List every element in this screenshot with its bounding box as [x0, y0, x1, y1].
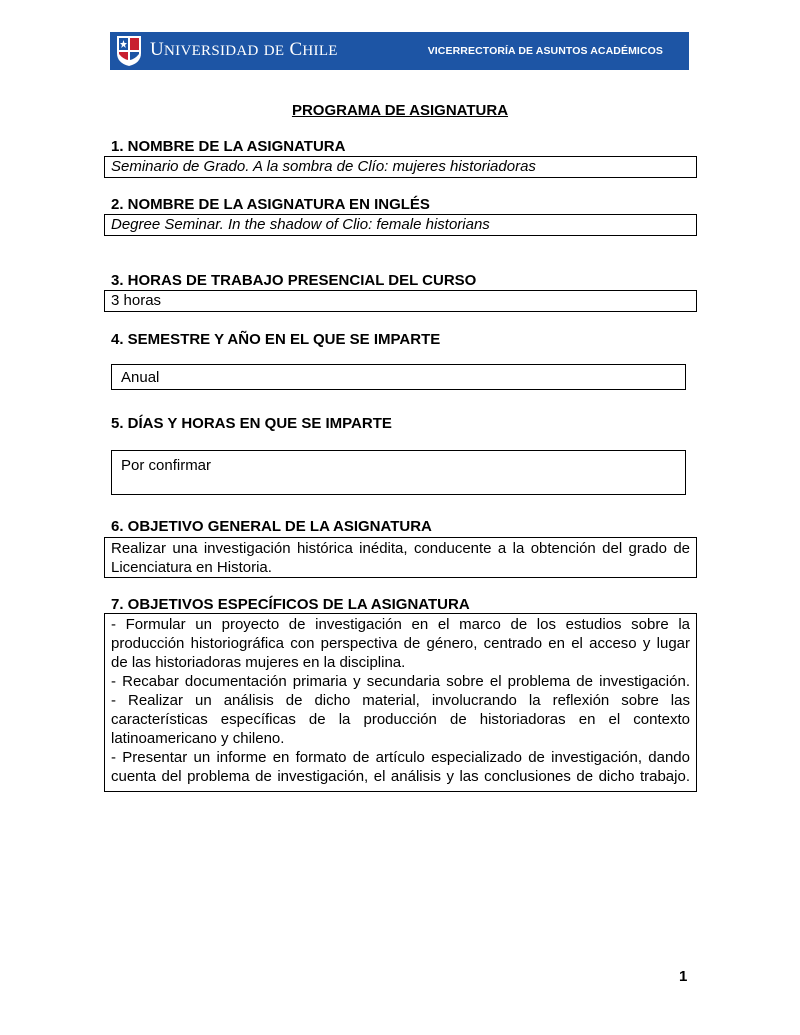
section-4-value-box	[111, 364, 686, 390]
section-7-value-box	[104, 613, 697, 792]
university-name: UNIVERSIDAD DE CHILE	[150, 39, 338, 60]
section-6-line: Licenciatura en Historia.	[111, 559, 272, 576]
section-7-line: producción historiográfica con perspectiva de género, centrado en el acceso y lugar	[111, 635, 690, 652]
section-7-line: - Formular un proyecto de investigación en el marco de los estudios sobre la	[111, 616, 690, 633]
section-1-title: 1. NOMBRE DE LA ASIGNATURA	[111, 138, 346, 155]
section-2-value: Degree Seminar. In the shadow of Clio: female historians	[111, 216, 490, 233]
section-3-value-box	[104, 290, 697, 312]
section-2-value-box	[104, 214, 697, 236]
section-7-line: - Realizar un análisis de dicho material, involucrando la reflexión sobre las	[111, 692, 690, 709]
section-3-value: 3 horas	[111, 292, 162, 309]
section-5-value-box	[111, 450, 686, 495]
university-shield-icon	[116, 35, 142, 67]
section-1-value-box	[104, 156, 697, 178]
page-number: 1	[679, 968, 688, 985]
section-6-title: 6. OBJETIVO GENERAL DE LA ASIGNATURA	[111, 518, 432, 535]
section-6-value-box	[104, 537, 697, 578]
section-7-line: - Recabar documentación primaria y secundaria sobre el problema de investigación.	[111, 673, 690, 690]
section-7-line: de las historiadoras mujeres en la disciplina.	[111, 654, 406, 671]
section-4-title: 4. SEMESTRE Y AÑO EN EL QUE SE IMPARTE	[111, 331, 441, 348]
section-7-line: latinoamericano y chileno.	[111, 730, 285, 747]
section-5-title: 5. DÍAS Y HORAS EN QUE SE IMPARTE	[111, 415, 392, 432]
section-2-title: 2. NOMBRE DE LA ASIGNATURA EN INGLÉS	[111, 196, 430, 213]
section-7-title: 7. OBJETIVOS ESPECÍFICOS DE LA ASIGNATURA	[111, 596, 470, 613]
section-4-value: Anual	[121, 369, 160, 386]
section-3-title: 3. HORAS DE TRABAJO PRESENCIAL DEL CURSO	[111, 272, 477, 289]
section-6-line: Realizar una investigación histórica inédita, conducente a la obtención del grado de	[111, 540, 690, 557]
section-7-line: - Presentar un informe en formato de artículo especializado de investigación, dando	[111, 749, 690, 766]
section-7-line: características específicas de la producción de historiadoras en el contexto	[111, 711, 690, 728]
header-banner	[110, 32, 689, 70]
document-title: PROGRAMA DE ASIGNATURA	[291, 102, 509, 119]
section-7-line: cuenta del problema de investigación, el análisis y las conclusiones de dicho trabajo.	[111, 768, 690, 785]
section-5-value: Por confirmar	[121, 457, 212, 474]
section-1-value: Seminario de Grado. A la sombra de Clío: mujeres historiadoras	[111, 158, 536, 175]
vicerrectoria-name: VICERRECTORÍA DE ASUNTOS ACADÉMICOS	[427, 45, 663, 57]
